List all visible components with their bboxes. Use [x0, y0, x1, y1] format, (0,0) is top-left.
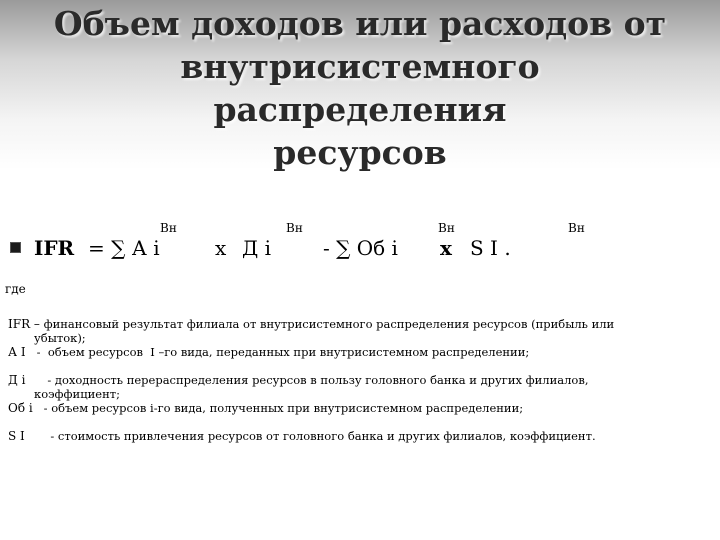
title-line-2: внутрисистемного распределения: [180, 47, 540, 129]
definitions: [8, 317, 708, 443]
term-ifr: IFR –: [8, 317, 40, 331]
superscript-label: Вн: [438, 221, 455, 235]
page-title: [40, 2, 680, 174]
definition-ifr-text: финансовый результат филиала от внутрисистемного распределения ресурсов (прибыль или: [39, 317, 615, 331]
superscript-label: Вн: [160, 221, 177, 235]
term-a: А I: [8, 345, 26, 359]
definition-ifr-continuation: убыток);: [34, 331, 86, 345]
formula-sum-a: = ∑ А i: [88, 236, 160, 260]
where-label: где: [5, 282, 26, 296]
superscript-label: Вн: [286, 221, 303, 235]
title-line-1: Объем доходов или расходов от: [53, 4, 667, 43]
definition-d: [8, 373, 708, 401]
superscript-label: Вн: [568, 221, 585, 235]
formula-minus-sum-ob: - ∑ Об i: [323, 236, 398, 260]
definition-a: [8, 345, 708, 359]
definition-ob: [8, 401, 708, 415]
bullet-icon: [10, 242, 21, 253]
formula-s: S I .: [470, 236, 511, 260]
term-ob: Об i: [8, 401, 33, 415]
definition-a-text: - объем ресурсов I –го вида, переданных при внутрисистемном распределении;: [25, 345, 530, 359]
title-line-3: ресурсов: [273, 133, 447, 172]
formula-multiply: x: [440, 236, 452, 260]
definition-d-text: - доходность перераспределения ресурсов в пользу головного банка и других филиалов,: [25, 373, 589, 387]
formula-multiply: x: [215, 236, 227, 260]
definition-d-continuation: коэффициент;: [34, 387, 120, 401]
definition-ifr: [8, 317, 708, 345]
definition-ob-text: - объем ресурсов i-го вида, полученных при внутрисистемном распределении;: [32, 401, 524, 415]
term-d: Д i: [8, 373, 26, 387]
formula-d: Д i: [242, 236, 272, 260]
definition-s: [8, 429, 708, 443]
formula-lhs: IFR: [34, 236, 75, 260]
formula: [0, 236, 720, 266]
term-s: S I: [8, 429, 25, 443]
definition-s-text: - стоимость привлечения ресурсов от головного банка и других филиалов, коэффициент.: [24, 429, 596, 443]
